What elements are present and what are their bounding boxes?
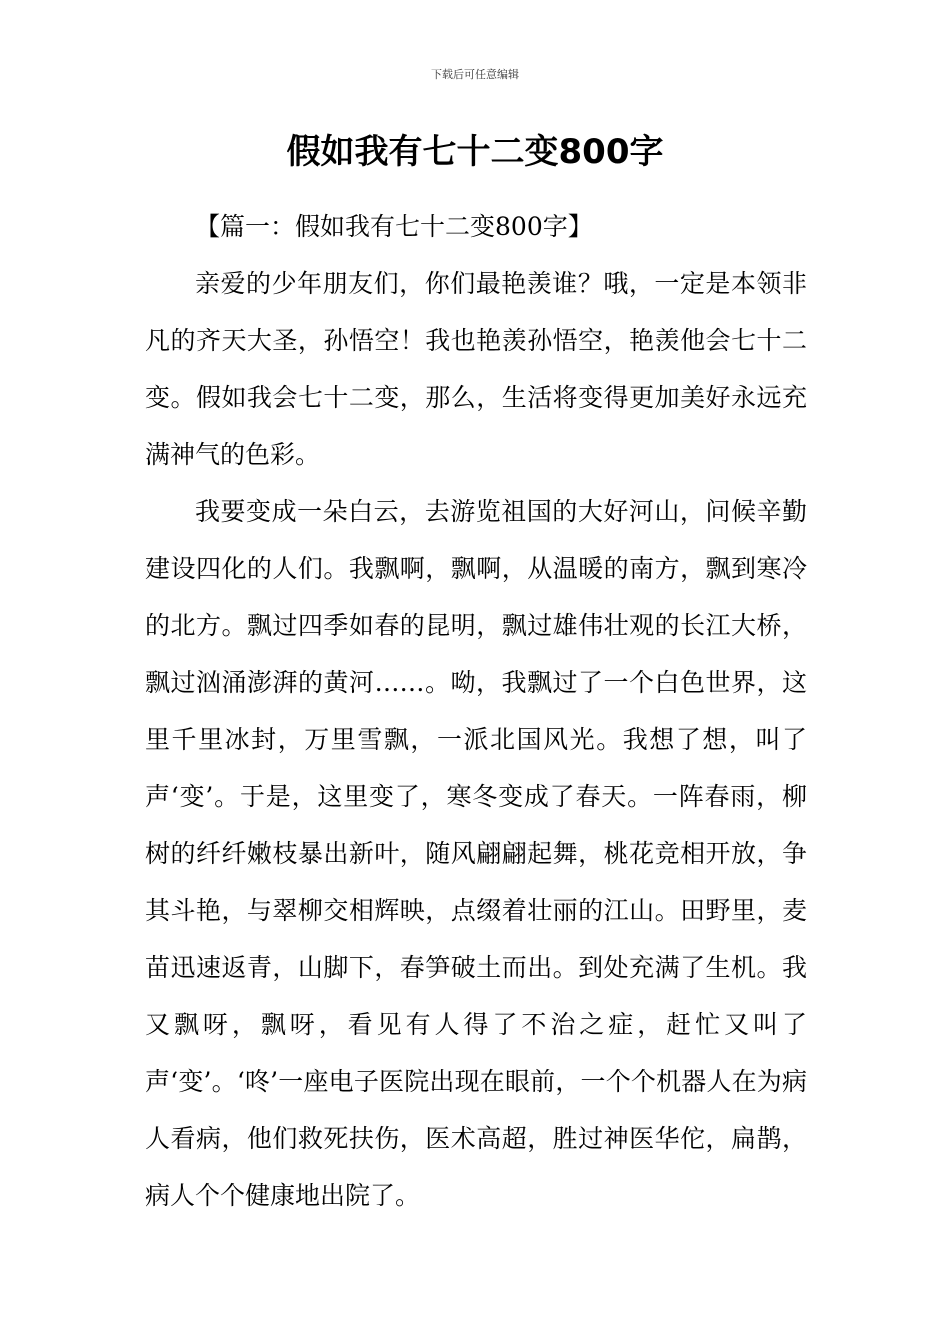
document-title: 假如我有七十二变800字 xyxy=(286,132,664,172)
document-body xyxy=(145,198,807,1224)
header-note: 下载后可任意编辑 xyxy=(431,68,519,81)
paragraph-1: 亲爱的少年朋友们，你们最艳羡谁？哦，一定是本领非凡的齐天大圣，孙悟空！我也艳羡孙悟空，艳羡他会七十二变。假如我会七十二变，那么，生活将变得更加美好永远充满神气的色彩。 xyxy=(145,269,807,469)
section-heading: 【篇一：假如我有七十二变800字】 xyxy=(195,212,593,241)
paragraph-2: 我要变成一朵白云，去游览祖国的大好河山，问候辛勤建设四化的人们。我飘啊，飘啊，从温暖的南方，飘到寒冷的北方。飘过四季如春的昆明，飘过雄伟壮观的长江大桥，飘过汹涌澎湃的黄河……。呦，我飘过了一个白色世界，这里千里冰封，万里雪飘，一派北国风光。我想了想，叫了声‘变’。于是，这里变了，寒冬变成了春天。一阵春雨，柳树的纤纤嫩枝暴出新叶，随风翩翩起舞，桃花竞相开放，争其斗艳，与翠柳交相辉映，点缀着壮丽的江山。田野里，麦苗迅速返青，山脚下，春笋破土而出。到处充满了生机。我又飘呀，飘呀，看见有人得了不治之症，赶忙又叫了声‘变’。‘咚’一座电子医院出现在眼前，一个个机器人在为病人看病，他们救死扶伤，医术高超，胜过神医华佗，扁鹊，病人个个健康地出院了。 xyxy=(145,497,807,1210)
